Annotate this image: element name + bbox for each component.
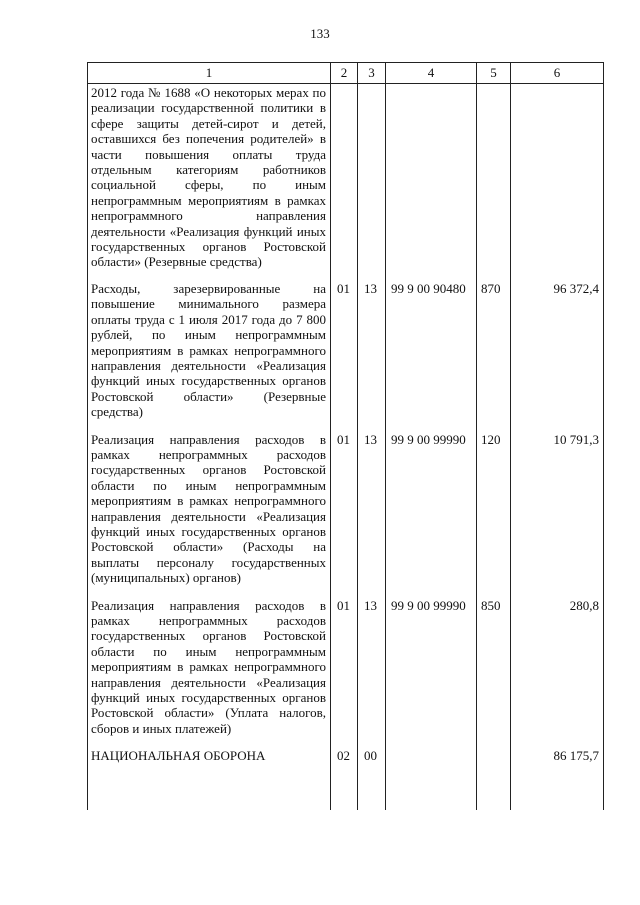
row-section	[331, 84, 358, 281]
header-col-5: 5	[477, 63, 511, 84]
row-expense-type	[477, 84, 511, 281]
row-amount	[511, 84, 604, 281]
row-expense-type: 120	[477, 432, 511, 598]
row-expense-type: 850	[477, 598, 511, 749]
header-col-1: 1	[88, 63, 331, 84]
row-section: 01	[331, 432, 358, 598]
table-row	[88, 281, 604, 432]
row-amount: 280,8	[511, 598, 604, 749]
header-col-3: 3	[358, 63, 386, 84]
table-row	[88, 748, 604, 763]
row-target-code	[386, 748, 477, 763]
row-subsection	[358, 84, 386, 281]
row-description: 2012 года № 1688 «О некоторых мерах по реализации государственной политики в сфере защиты детей-сирот и детей, оставшихся без попечения родителей» в части повышения оплаты труда отдельным категориям работников социальной сферы, по иным непрограммным мероприятиям в рамках непрограммного направления деятельности «Реализация функций иных государственных органов Ростовской области» (Резервные средства)	[88, 84, 331, 281]
table-header-row	[88, 63, 604, 84]
row-amount: 96 372,4	[511, 281, 604, 432]
table-filler-row	[88, 764, 604, 810]
row-subsection: 00	[358, 748, 386, 763]
table-row	[88, 432, 604, 598]
row-expense-type: 870	[477, 281, 511, 432]
row-description: Реализация направления расходов в рамках непрограммных расходов государственных органов Ростовской области по иным непрограммным мероприятиям в рамках непрограммного направления деятельности «Реализация функций иных государственных органов Ростовской области» (Уплата налогов, сборов и иных платежей)	[88, 598, 331, 749]
row-expense-type	[477, 748, 511, 763]
row-description: Расходы, зарезервированные на повышение минимального размера оплаты труда с 1 июля 2017 года до 7 800 рублей, по иным непрограммным мероприятиям в рамках непрограммного направления деятельности «Реализация функций иных государственных органов Ростовской области» (Резервные средства)	[88, 281, 331, 432]
row-target-code	[386, 84, 477, 281]
row-section: 02	[331, 748, 358, 763]
row-description: Реализация направления расходов в рамках непрограммных расходов государственных органов Ростовской области по иным непрограммным мероприятиям в рамках непрограммного направления деятельности «Реализация функций иных государственных органов Ростовской области» (Расходы на выплаты персоналу государственных (муниципальных) органов)	[88, 432, 331, 598]
row-amount: 10 791,3	[511, 432, 604, 598]
row-target-code: 99 9 00 99990	[386, 432, 477, 598]
row-section: 01	[331, 598, 358, 749]
row-target-code: 99 9 00 99990	[386, 598, 477, 749]
table-row	[88, 598, 604, 749]
header-col-2: 2	[331, 63, 358, 84]
row-amount: 86 175,7	[511, 748, 604, 763]
header-col-6: 6	[511, 63, 604, 84]
row-section: 01	[331, 281, 358, 432]
table-row	[88, 84, 604, 281]
row-target-code: 99 9 00 90480	[386, 281, 477, 432]
header-col-4: 4	[386, 63, 477, 84]
row-subsection: 13	[358, 432, 386, 598]
budget-table	[87, 62, 604, 810]
page-number: 133	[310, 26, 330, 41]
row-subsection: 13	[358, 598, 386, 749]
row-subsection: 13	[358, 281, 386, 432]
row-description: НАЦИОНАЛЬНАЯ ОБОРОНА	[88, 748, 331, 763]
